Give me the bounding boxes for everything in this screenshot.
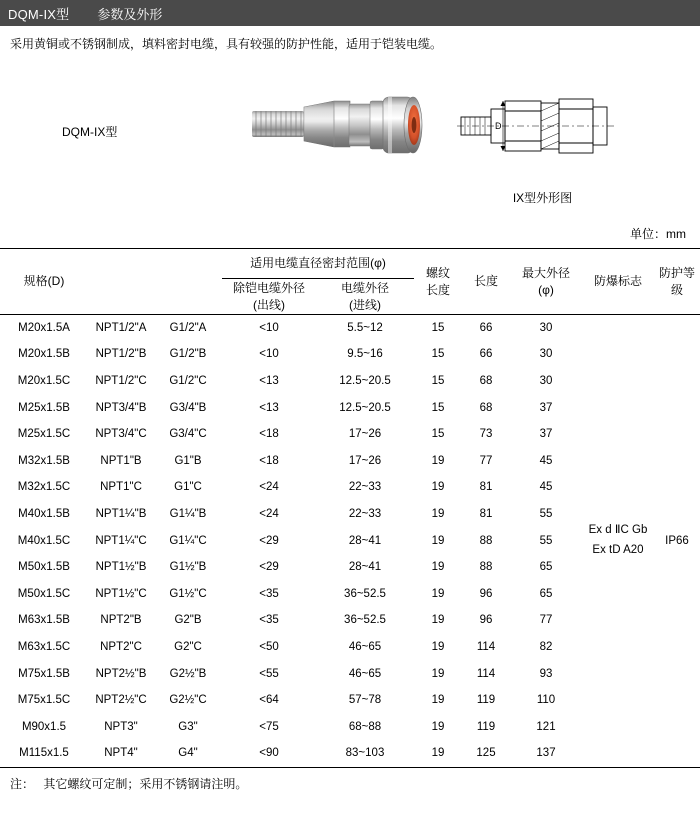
cell-npt: NPT2"C [100,640,142,653]
cell-spec: M20x1.5A [18,322,70,335]
cell-g: G2½"C [169,694,207,707]
cell-armour-outer: <13 [259,374,279,387]
cell-cable-outer: 22~33 [348,507,382,520]
cell-cable-outer: 9.5~16 [347,348,383,361]
footer-note-label: 注： [10,776,35,791]
cell-npt: NPT1¼"B [95,507,147,520]
cell-spec: M20x1.5B [18,348,70,361]
cell-g: G1"C [174,481,202,494]
cell-max-diameter: 55 [539,534,553,547]
cell-armour-outer: <90 [259,747,279,760]
cell-length: 66 [479,348,493,361]
figure-area [0,61,700,221]
cell-npt: NPT2½"B [95,667,147,680]
cell-npt: NPT1¼"C [95,534,147,547]
cell-length: 96 [479,614,493,627]
table-row [0,315,700,342]
cell-thread-length: 15 [431,374,445,387]
cell-spec: M40x1.5C [17,534,71,547]
cell-thread-length: 19 [431,587,445,600]
cell-max-diameter: 65 [539,561,553,574]
cell-max-diameter: 82 [539,640,553,653]
cell-armour-outer: <35 [259,614,279,627]
cell-thread-length: 19 [431,614,445,627]
unit-note: 单位：mm [630,227,686,241]
cell-length: 66 [479,322,493,335]
cell-cable-outer: 28~41 [348,561,382,574]
footer-note [0,767,700,792]
header-armour-outer-line2: (出线) [253,297,285,312]
cell-cable-outer: 5.5~12 [347,322,383,335]
footer-note-text: 其它螺纹可定制；采用不锈钢请注明。 [43,776,248,791]
cell-thread-length: 15 [431,322,445,335]
cell-thread-length: 15 [431,348,445,361]
intro-paragraph: 采用黄铜或不锈钢制成，填料密封电缆，具有较强的防护性能，适用于铠装电缆。 [10,37,443,51]
header-max-diameter-line2: (φ) [538,282,554,297]
header-cable-outer-line1: 电缆外径 [340,281,389,296]
cell-g: G1¼"B [169,507,207,520]
cell-cable-outer: 46~65 [348,667,382,680]
cell-length: 88 [479,561,493,574]
cell-length: 68 [479,401,493,414]
header-npt [88,249,154,315]
header-ex-mark: 防爆标志 [582,249,654,315]
cell-length: 77 [479,454,493,467]
cell-cable-outer: 83~103 [345,747,385,760]
cell-g: G4" [178,747,198,760]
cell-length: 68 [479,374,493,387]
cell-thread-length: 19 [431,694,445,707]
cell-g: G3/4"C [169,428,207,441]
cell-g: G2½"B [169,667,207,680]
cell-npt: NPT2½"C [95,694,147,707]
cell-max-diameter: 93 [539,667,553,680]
header-cable-outer-line2: (进线) [349,297,381,312]
outline-drawing-svg [455,71,630,181]
cell-g: G2"C [174,640,202,653]
spec-table [0,248,700,767]
cell-thread-length: 19 [431,667,445,680]
header-model-title: DQM-IX型 [8,6,70,22]
cell-g: G1½"C [169,587,207,600]
drawing-caption: IX型外形图 [512,191,573,205]
header-ip-grade: 防护等级 [654,249,700,315]
cell-max-diameter: 45 [539,454,553,467]
cell-g: G1/2"B [169,348,207,361]
cell-max-diameter: 110 [536,694,556,707]
cell-armour-outer: <10 [259,322,279,335]
header-g [154,249,222,315]
cell-cable-outer: 68~88 [348,720,382,733]
cell-npt: NPT3" [104,720,138,733]
cell-armour-outer: <29 [259,534,279,547]
cell-spec: M25x1.5C [17,428,71,441]
cell-g: G1/2"A [169,322,207,335]
cell-max-diameter: 37 [539,428,553,441]
photo-thread-section [252,111,304,137]
product-photo-svg [248,71,438,181]
cell-spec: M90x1.5 [21,720,67,733]
drawing-dimension-label: D [495,121,502,131]
cell-g: G1½"B [169,561,207,574]
cell-max-diameter: 30 [539,374,553,387]
cell-armour-outer: <50 [259,640,279,653]
header-length: 长度 [462,249,510,315]
cell-spec: M63x1.5B [18,614,70,627]
header-thread-length-line1: 螺纹 [425,266,450,281]
cell-npt: NPT1"B [100,454,142,467]
cell-thread-length: 19 [431,640,445,653]
cell-npt: NPT1/2"B [95,348,147,361]
header-subtitle: 参数及外形 [97,6,163,22]
cell-armour-outer: <75 [259,720,279,733]
cell-thread-length: 15 [431,401,445,414]
cell-cable-outer: 12.5~20.5 [339,374,391,387]
header-thread-length [414,249,462,315]
header-cable-range-group: 适用电缆直径密封范围(φ) [222,249,414,279]
cell-thread-length: 19 [431,747,445,760]
cell-spec: M115x1.5 [19,747,69,760]
ex-mark-line2: Ex tD A20 [592,543,644,556]
cell-g: G3/4"B [169,401,207,414]
cell-length: 81 [479,507,493,520]
cell-cable-outer: 36~52.5 [344,614,386,627]
cell-length: 73 [479,428,493,441]
cell-armour-outer: <64 [259,694,279,707]
cell-max-diameter: 137 [536,747,556,760]
cell-spec: M32x1.5C [17,481,71,494]
cell-armour-outer: <18 [259,454,279,467]
header-thread-length-line2: 长度 [425,282,450,297]
cell-max-diameter: 37 [539,401,553,414]
cell-cable-outer: 17~26 [348,454,382,467]
cell-spec: M40x1.5B [18,507,70,520]
cell-cable-outer: 46~65 [348,640,382,653]
cell-thread-length: 19 [431,720,445,733]
header-max-diameter-line1: 最大外径 [521,266,570,281]
cell-spec: M20x1.5C [17,374,71,387]
cell-armour-outer: <13 [259,401,279,414]
cell-length: 119 [476,694,496,707]
photo-cap [383,97,422,153]
cell-length: 125 [476,747,496,760]
header-max-diameter [510,249,582,315]
cell-cable-outer: 36~52.5 [344,587,386,600]
cell-spec: M75x1.5C [17,694,71,707]
cell-thread-length: 19 [431,481,445,494]
page-header-bar [0,0,700,26]
cell-armour-outer: <24 [259,481,279,494]
cell-cable-outer: 57~78 [348,694,382,707]
product-photo [248,71,438,181]
cell-spec: M25x1.5B [18,401,70,414]
cell-npt: NPT4" [104,747,138,760]
cell-length: 114 [476,667,496,680]
ex-mark-line1: Ex d ⅡC Gb [588,524,648,537]
cell-length: 88 [479,534,493,547]
cell-max-diameter: 121 [536,720,556,733]
cell-g: G2"B [174,614,202,627]
figure-left-label: DQM-IX型 [62,125,118,139]
cell-npt: NPT1"C [100,481,142,494]
cell-spec: M63x1.5C [17,640,71,653]
cell-npt: NPT3/4"B [95,401,147,414]
cell-armour-outer: <24 [259,507,279,520]
cell-spec: M50x1.5C [17,587,71,600]
cell-length: 96 [479,587,493,600]
cell-length: 114 [476,640,496,653]
outline-drawing [455,71,630,181]
cell-armour-outer: <29 [259,561,279,574]
cell-max-diameter: 77 [539,614,553,627]
cell-spec: M32x1.5B [18,454,70,467]
cell-armour-outer: <35 [259,587,279,600]
cell-spec: M75x1.5B [18,667,70,680]
cell-npt: NPT1½"C [95,587,147,600]
cell-armour-outer: <10 [259,348,279,361]
cell-g: G1"B [174,454,202,467]
cell-thread-length: 19 [431,507,445,520]
cell-thread-length: 19 [431,561,445,574]
header-spec: 规格(D) [0,249,88,315]
cell-armour-outer: <55 [259,667,279,680]
cell-cable-outer: 17~26 [348,428,382,441]
cell-thread-length: 19 [431,454,445,467]
cell-max-diameter: 30 [539,348,553,361]
cell-cable-outer: 12.5~20.5 [339,401,391,414]
header-cable-outer [316,279,414,315]
cell-npt: NPT1/2"A [95,322,147,335]
table-header-row-1 [0,249,700,279]
cell-g: G1¼"C [169,534,207,547]
cell-length: 119 [476,720,496,733]
cell-npt: NPT1/2"C [95,374,147,387]
cell-spec: M50x1.5B [18,561,70,574]
header-armour-outer [222,279,316,315]
cell-npt: NPT1½"B [95,561,147,574]
cell-cable-outer: 28~41 [348,534,382,547]
cell-g: G3" [178,720,198,733]
spec-table-body [0,315,700,767]
photo-hex-nut [304,101,350,147]
cell-g: G1/2"C [169,374,207,387]
cell-length: 81 [479,481,493,494]
header-armour-outer-line1: 除铠电缆外径 [232,281,305,296]
cell-max-diameter: 45 [539,481,553,494]
cell-armour-outer: <18 [259,428,279,441]
cell-thread-length: 19 [431,534,445,547]
cell-max-diameter: 65 [539,587,553,600]
cell-thread-length: 15 [431,428,445,441]
photo-mid-body [349,101,384,149]
cell-npt: NPT2"B [100,614,142,627]
cell-ex-mark [582,315,654,767]
cell-npt: NPT3/4"C [95,428,147,441]
cell-max-diameter: 55 [539,507,553,520]
cell-ip-grade: IP66 [665,534,689,547]
cell-cable-outer: 22~33 [348,481,382,494]
cell-max-diameter: 30 [539,322,553,335]
